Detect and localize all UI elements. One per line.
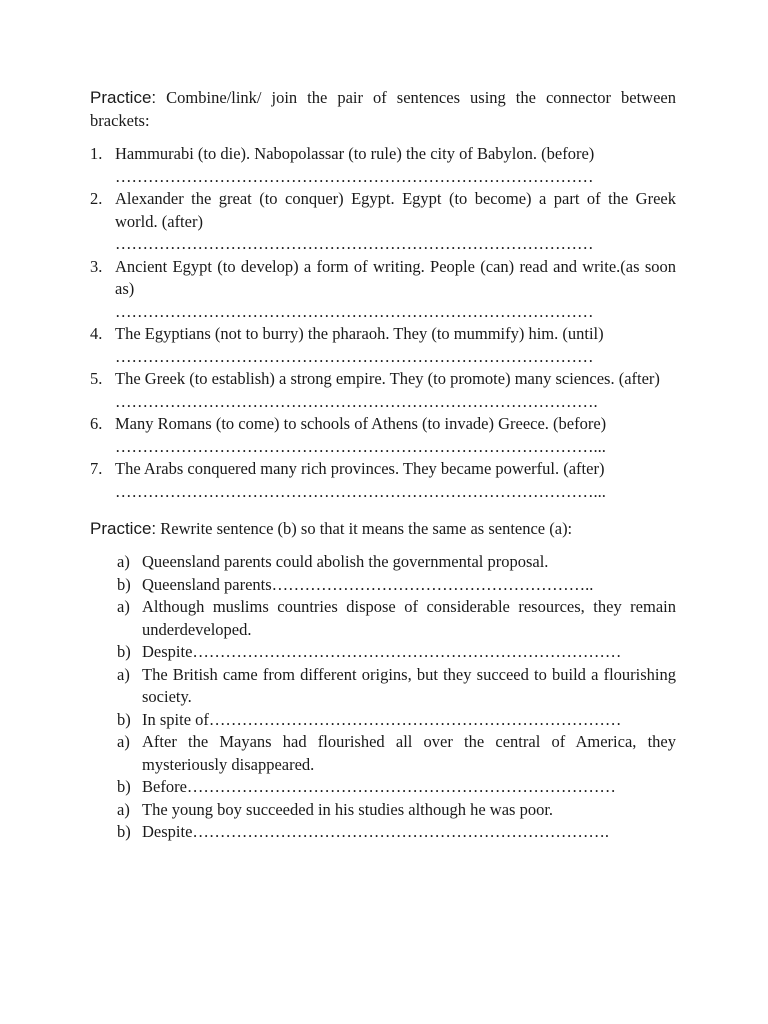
item-text: In spite of………………………………………………………………… (142, 709, 622, 729)
practice-2-instruction: Rewrite sentence (b) so that it means the same as sentence (a): (160, 519, 573, 538)
item-letter: a) (117, 597, 130, 616)
answer-blank: ……………………………………………………………………………. (115, 391, 598, 411)
rewrite-item-a (117, 596, 676, 641)
item-letter: b) (117, 574, 131, 594)
rewrite-item-b (117, 821, 676, 844)
practice-1-instruction: Combine/link/ join the pair of sentences using the connector between brackets: (90, 88, 676, 130)
item-text: Although muslims countries dispose of considerable resources, they remain underdeveloped. (142, 597, 676, 639)
answer-blank: …………………………………………………………………………… (115, 166, 594, 186)
answer-blank: …………………………………………………………………………… (115, 301, 594, 321)
exercise-item-5 (90, 368, 676, 413)
rewrite-item-b (117, 574, 676, 597)
practice-2-label: Practice: (90, 519, 157, 538)
answer-blank: ……………………………………………………………………………... (115, 481, 606, 501)
practice-2-heading (90, 517, 676, 540)
item-number: 4. (90, 324, 103, 343)
worksheet-page (90, 86, 676, 844)
rewrite-item-a (117, 664, 676, 709)
item-number: 7. (90, 459, 103, 478)
rewrite-sentences-list (90, 551, 676, 844)
exercise-item-4 (90, 323, 676, 368)
answer-blank: …………………………………………………………………………… (115, 234, 594, 253)
item-number: 2. (90, 189, 103, 208)
item-text: The young boy succeeded in his studies although he was poor. (142, 799, 554, 819)
item-number: 1. (90, 144, 103, 163)
item-letter: a) (117, 799, 130, 819)
item-text: The Greek (to establish) a strong empire. They (to promote) many sciences. (after) (115, 369, 660, 388)
rewrite-item-a (117, 731, 676, 776)
item-text: Hammurabi (to die). Nabopolassar (to rule) the city of Babylon. (before) (115, 144, 595, 163)
item-text: Ancient Egypt (to develop) a form of writing. People (can) read and write.(as soon as) (115, 256, 676, 298)
rewrite-item-b (117, 641, 676, 664)
item-letter: a) (117, 732, 130, 751)
practice-1-label: Practice: (90, 88, 157, 107)
combine-sentences-list (90, 143, 676, 503)
item-text: The Egyptians (not to burry) the pharaoh. They (to mummify) him. (until) (115, 324, 604, 343)
item-text: Queensland parents could abolish the governmental proposal. (142, 552, 549, 571)
item-number: 3. (90, 256, 103, 276)
item-letter: b) (117, 642, 131, 661)
item-letter: b) (117, 777, 131, 796)
answer-blank: ……………………………………………………………………………... (115, 436, 606, 456)
exercise-item-2 (90, 188, 676, 256)
item-text: Alexander the great (to conquer) Egypt. Egypt (to become) a part of the Greek world. (after) (115, 189, 676, 231)
item-text: After the Mayans had flourished all over the central of America, they mysteriously disappeared. (142, 732, 676, 774)
exercise-item-1 (90, 143, 676, 188)
exercise-item-3 (90, 256, 676, 324)
practice-1-heading (90, 86, 676, 132)
item-text: Despite…………………………………………………………………. (142, 822, 610, 841)
item-text: Before…………………………………………………………………… (142, 777, 616, 796)
item-text: Despite…………………………………………………………………… (142, 642, 622, 661)
rewrite-item-a (117, 551, 676, 574)
item-number: 5. (90, 369, 103, 388)
item-text: Many Romans (to come) to schools of Athens (to invade) Greece. (before) (115, 414, 607, 433)
exercise-item-6 (90, 413, 676, 458)
item-text: Queensland parents………………………………………………….. (142, 574, 594, 594)
item-letter: a) (117, 552, 130, 571)
item-text: The British came from different origins, but they succeed to build a flourishing society. (142, 664, 676, 706)
item-letter: b) (117, 822, 131, 841)
exercise-item-7 (90, 458, 676, 503)
item-number: 6. (90, 414, 103, 433)
rewrite-item-b (117, 709, 676, 732)
rewrite-item-a (117, 799, 676, 822)
rewrite-item-b (117, 776, 676, 799)
item-letter: b) (117, 709, 131, 729)
item-letter: a) (117, 664, 130, 684)
answer-blank: …………………………………………………………………………… (115, 346, 594, 366)
item-text: The Arabs conquered many rich provinces. They became powerful. (after) (115, 459, 605, 478)
